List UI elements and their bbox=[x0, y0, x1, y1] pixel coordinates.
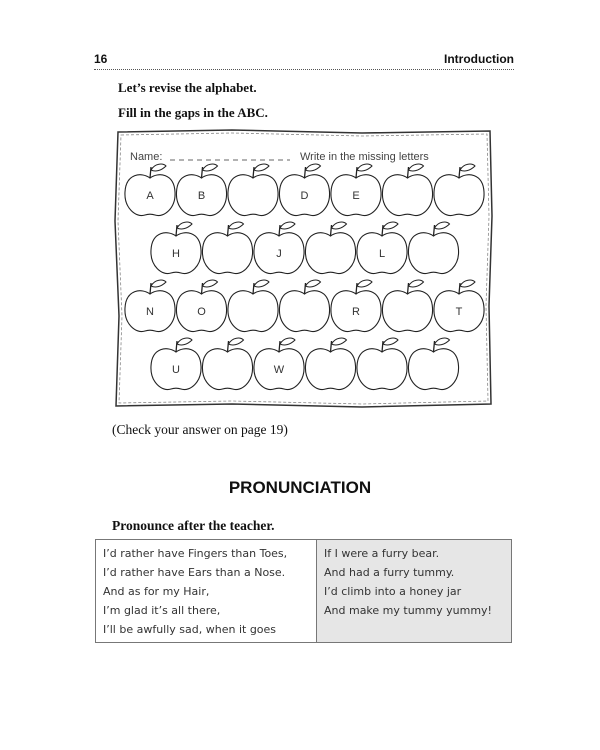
apple-letter: L bbox=[378, 248, 386, 260]
page-number: 16 bbox=[94, 52, 108, 66]
apple-letter: R bbox=[352, 306, 360, 318]
poem-left-cell bbox=[96, 540, 317, 643]
pronunciation-instruction: Pronounce after the teacher. bbox=[112, 518, 275, 533]
alphabet-worksheet bbox=[112, 126, 496, 410]
apple-letter: U bbox=[172, 364, 180, 376]
apple-letter: T bbox=[455, 306, 463, 318]
apple-letter: O bbox=[197, 306, 206, 318]
apple-outline bbox=[228, 291, 278, 332]
section-title: Introduction bbox=[444, 52, 514, 66]
apple-outline bbox=[408, 349, 458, 390]
worksheet-subtitle: Write in the missing letters bbox=[300, 151, 429, 163]
apple-outline bbox=[228, 175, 278, 216]
page-header bbox=[94, 52, 514, 72]
apple-outline bbox=[279, 291, 329, 332]
poem-line: And had a furry tummy. bbox=[324, 566, 455, 579]
poem-line: I’m glad it’s all there, bbox=[103, 604, 221, 617]
apple-outline bbox=[434, 175, 484, 216]
fill-instruction: Fill in the gaps in the ABC. bbox=[118, 105, 268, 120]
poem-line: I’d rather have Fingers than Toes, bbox=[103, 547, 288, 560]
apple-letter: H bbox=[172, 248, 180, 260]
apple-letter: N bbox=[146, 306, 154, 318]
apple-outline bbox=[202, 233, 252, 274]
poem-line: I’ll be awfully sad, when it goes bbox=[103, 623, 277, 636]
poem-line: And as for my Hair, bbox=[103, 585, 210, 598]
apple-outline bbox=[202, 349, 252, 390]
pronunciation-title: PRONUNCIATION bbox=[228, 478, 372, 497]
poem-line: I’d climb into a honey jar bbox=[324, 585, 462, 598]
poem-line: And make my tummy yummy! bbox=[324, 604, 492, 617]
check-answer-note: (Check your answer on page 19) bbox=[112, 422, 288, 437]
apple-outline bbox=[408, 233, 458, 274]
poem-line: I’d rather have Ears than a Nose. bbox=[103, 566, 286, 579]
apple-outline bbox=[305, 349, 355, 390]
apple-letter: D bbox=[300, 190, 309, 202]
poem-line: If I were a furry bear. bbox=[324, 547, 440, 560]
header-dotted-rule bbox=[94, 69, 514, 70]
apple-letter: W bbox=[273, 364, 285, 376]
apple-letter: A bbox=[146, 190, 154, 202]
poem-right-cell bbox=[317, 540, 512, 643]
apple-letter: B bbox=[197, 190, 206, 202]
name-label: Name: bbox=[130, 151, 163, 163]
apple-outline bbox=[357, 349, 407, 390]
poem-table bbox=[95, 539, 512, 643]
apple-outline bbox=[382, 291, 432, 332]
revise-instruction: Let’s revise the alphabet. bbox=[118, 80, 257, 95]
apple-letter: J bbox=[276, 248, 282, 260]
apple-outline bbox=[305, 233, 355, 274]
apple-letter: E bbox=[352, 190, 360, 202]
apple-outline bbox=[382, 175, 432, 216]
